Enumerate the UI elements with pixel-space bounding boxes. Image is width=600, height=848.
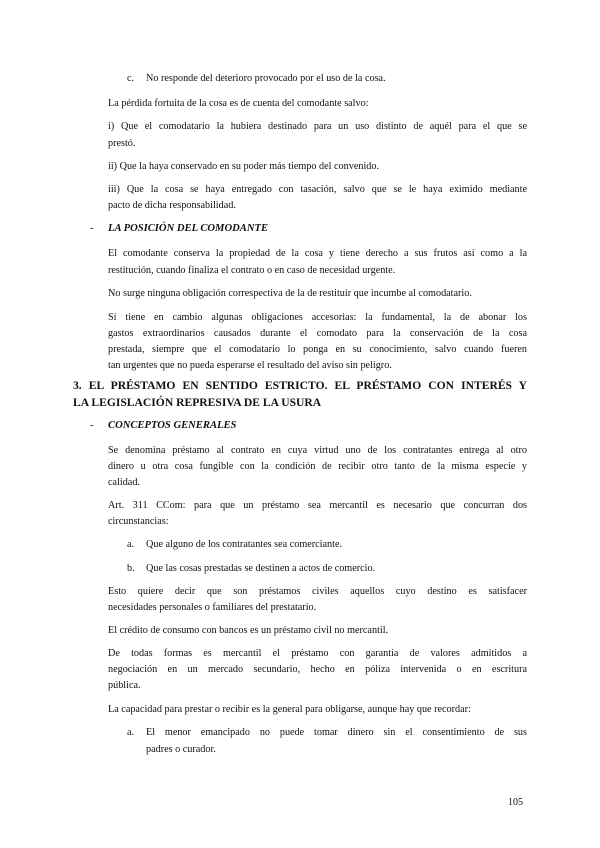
comodante-p1-line1: El comodante conserva la propiedad de la cosa y tiene derecho a sus frutos así como a la [108, 248, 527, 259]
heading-bullet: - [90, 223, 94, 234]
comodante-p3-line3: prestada, siempre que el comodatario lo ponga en su conocimiento, salvo cuando fueren [108, 344, 527, 355]
heading-comodante: LA POSICIÓN DEL COMODANTE [108, 223, 269, 234]
list-item-a: Que alguno de los contratantes sea comerciante. [146, 539, 343, 550]
case-iii-line2: pacto de dicha responsabilidad. [108, 200, 236, 211]
loss-sentence: La pérdida fortuita de la cosa es de cuenta del comodante salvo: [108, 98, 369, 109]
civil-line1: Esto quiere decir que son préstamos civiles aquellos cuyo destino es satisfacer [108, 586, 527, 597]
comodante-p1-line2: restitución, cuando finaliza el contrato o en caso de necesidad urgente. [108, 265, 396, 276]
list2-item-line1: El menor emancipado no puede tomar dinero sin el consentimiento de sus [146, 727, 527, 738]
case-i-line1: i) Que el comodatario la hubiera destinado para un uso distinto de aquél para el que se [108, 121, 527, 132]
capacidad-sentence: La capacidad para prestar o recibir es la general para obligarse, aunque hay que recordar: [108, 704, 471, 715]
section-title-line1: 3. EL PRÉSTAMO EN SENTIDO ESTRICTO. EL PRÉSTAMO CON INTERÉS Y [73, 379, 527, 392]
mercantil-line1: De todas formas es mercantil el préstamo con garantía de valores admitidos a [108, 648, 527, 659]
list-label-a: a. [127, 539, 135, 550]
subheading-conceptos: CONCEPTOS GENERALES [108, 420, 237, 431]
subheading-bullet: - [90, 420, 94, 431]
case-i-line2: prestó. [108, 138, 136, 149]
civil-line2: necesidades personales o familiares del prestatario. [108, 602, 317, 613]
item-c-text: No responde del deterioro provocado por el uso de la cosa. [146, 73, 386, 84]
comodante-p3-line4: tan urgentes que no pueda esperarse el resultado del aviso sin peligro. [108, 360, 392, 371]
section-title-line2: LA LEGISLACIÓN REPRESIVA DE LA USURA [73, 396, 322, 409]
mercantil-line3: pública. [108, 680, 141, 691]
case-ii: ii) Que la haya conservado en su poder más tiempo del convenido. [108, 161, 380, 172]
comodante-p3-line2: gastos extraordinarios causados durante el comodato para la conservación de la cosa [108, 328, 527, 339]
list2-item-line2: padres o curador. [146, 744, 216, 755]
consumo-sentence: El crédito de consumo con bancos es un préstamo civil no mercantil. [108, 625, 389, 636]
article-line2: circunstancias: [108, 516, 169, 527]
article-line1: Art. 311 CCom: para que un préstamo sea mercantil es necesario que concurran dos [108, 500, 527, 511]
case-iii-line1: iii) Que la cosa se haya entregado con tasación, salvo que se le haya eximido mediante [108, 184, 527, 195]
list2-label-a: a. [127, 727, 135, 738]
mercantil-line2: negociación en un mercado secundario, hecho en póliza intervenida o en escritura [108, 664, 527, 675]
list-label-b: b. [127, 563, 135, 574]
comodante-p3-line1: Sí tiene en cambio algunas obligaciones accesorias: la fundamental, la de abonar los [108, 312, 527, 323]
definition-line3: calidad. [108, 477, 140, 488]
comodante-p2: No surge ninguna obligación correspectiva de la de restituir que incumbe al comodatario. [108, 288, 472, 299]
definition-line1: Se denomina préstamo al contrato en cuya virtud uno de los contratantes entrega al otro [108, 445, 527, 456]
list-label-c: c. [127, 73, 135, 84]
list-item-b: Que las cosas prestadas se destinen a actos de comercio. [146, 563, 376, 574]
definition-line2: dinero u otra cosa fungible con la condición de recibir otro tanto de la misma especie y [108, 461, 527, 472]
page-number: 105 [508, 797, 523, 808]
